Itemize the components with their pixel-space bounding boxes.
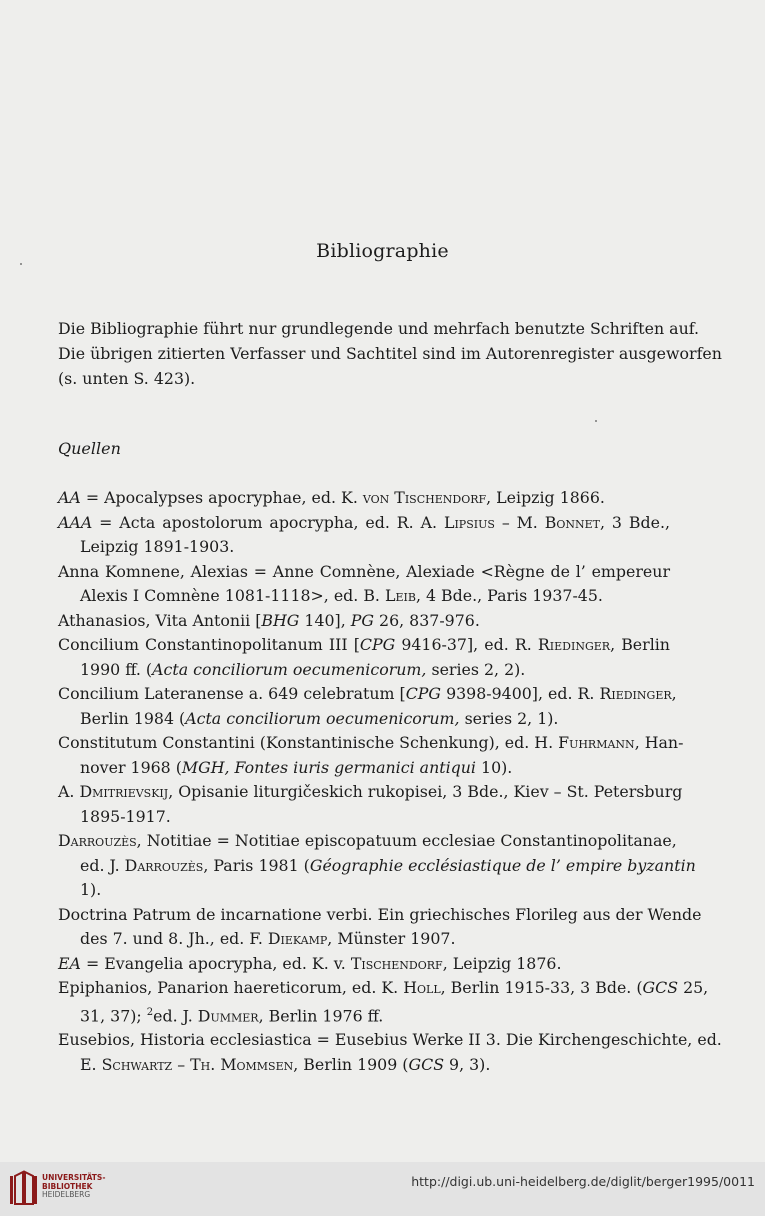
entry-line	[58, 511, 670, 536]
entry-text: 26, 837-976.	[374, 610, 480, 630]
bibliography-entry	[58, 1028, 722, 1077]
entry-text: Th. Mommsen	[190, 1054, 294, 1074]
entry-text: –	[172, 1054, 191, 1074]
entry-line	[58, 486, 670, 511]
entry-line	[58, 1053, 670, 1078]
entry-text: Darrouzès	[58, 831, 137, 850]
entry-line	[58, 952, 670, 977]
entry-text: ed. J.	[80, 855, 125, 875]
entry-text: series 2, 1).	[459, 708, 559, 728]
entry-text: Dmitrievskij	[79, 782, 169, 801]
entry-text: 1).	[80, 880, 102, 899]
bibliography-entry	[58, 952, 670, 977]
entry-line	[58, 927, 670, 952]
bibliography-entry	[58, 560, 670, 609]
entry-line	[58, 1001, 670, 1029]
entry-text: CPG	[405, 684, 442, 703]
entry-text: E.	[80, 1054, 102, 1074]
entry-line	[58, 682, 677, 707]
entry-text: Leib	[384, 586, 416, 605]
entry-text: , Notitiae = Notitiae episcopatuum ecclesiae Constantinopolitanae,	[136, 831, 677, 850]
entry-text: 9, 3).	[444, 1054, 491, 1074]
entry-text: PG	[350, 610, 375, 630]
library-line: HEIDELBERG	[42, 1190, 91, 1199]
scan-speck	[595, 420, 597, 422]
entry-text: Constitutum Constantini (Konstantinische Schenkung), ed. H.	[58, 733, 559, 752]
entry-text: A.	[58, 782, 80, 801]
entry-text: Leipzig 1891-1903.	[80, 537, 235, 556]
entry-text: 31, 37);	[80, 1005, 147, 1025]
entry-text: Bonnet	[544, 512, 600, 532]
entry-text: = Apocalypses apocryphae, ed. K.	[80, 488, 363, 507]
entry-text: EA	[58, 953, 81, 973]
entry-text: Anna Komnene, Alexias = Anne Comnène, Alexiade <Règne de l’ empereur	[58, 561, 670, 581]
entry-line	[58, 633, 670, 658]
entry-text: Concilium Lateranense a. 649 celebratum [	[58, 684, 406, 703]
bibliography-entry	[58, 976, 709, 1028]
entry-text: Berlin 1984 (	[80, 708, 186, 728]
entry-text: , Han-	[634, 733, 684, 752]
entry-line	[58, 535, 670, 560]
entry-text: , Berlin 1976 ff.	[258, 1005, 384, 1025]
entry-text: – M.	[494, 512, 545, 532]
bibliography-entry	[58, 682, 677, 731]
intro-paragraph	[58, 316, 722, 391]
entry-text: Alexis I Comnène 1081-1118>, ed. B.	[80, 586, 385, 605]
intro-line: Die übrigen zitierten Verfasser und Sachtitel sind im Autorenregister ausgeworfen	[58, 344, 722, 363]
entry-line	[58, 829, 677, 854]
entry-text: CPG	[359, 635, 396, 654]
entry-text: ed. J.	[153, 1005, 198, 1025]
entry-line	[58, 707, 670, 732]
entry-text: 10).	[476, 757, 513, 777]
entry-text: BHG	[261, 610, 300, 630]
entry-line	[58, 780, 683, 805]
entry-line	[58, 878, 670, 903]
entry-text: Schwartz	[101, 1054, 173, 1074]
entry-text: , Berlin 1909 (	[293, 1054, 409, 1074]
library-name	[42, 1174, 105, 1200]
bibliography-entry	[58, 829, 696, 903]
bibliography-entry	[58, 731, 684, 780]
entry-text: Acta conciliorum oecumenicorum,	[185, 708, 460, 728]
entry-line	[58, 584, 670, 609]
bibliography-entry	[58, 903, 702, 952]
entry-text: 25,	[678, 978, 709, 997]
entry-text: des 7. und 8. Jh., ed. F.	[80, 929, 268, 948]
entry-text: Concilium Constantinopolitanum III [	[58, 635, 360, 654]
entry-text: Epiphanios, Panarion haereticorum, ed. K.	[58, 978, 404, 997]
entry-text: Athanasios, Vita Antonii [	[58, 610, 262, 630]
footer-bar	[0, 1162, 765, 1216]
entry-text: , Leipzig 1866.	[486, 488, 605, 507]
entry-text: = Acta apostolorum apocrypha, ed. R. A.	[92, 512, 444, 532]
bibliography-list	[58, 486, 722, 1077]
entry-text: Dummer	[197, 1005, 259, 1025]
entry-text: 1895-1917.	[80, 806, 171, 826]
bibliography-entry	[58, 511, 670, 560]
entry-text: series 2, 2).	[426, 659, 526, 679]
library-logo-icon	[8, 1170, 38, 1208]
entry-text: , Opisanie liturgičeskich rukopisei, 3 Bde., Kiev – St. Petersburg	[168, 782, 683, 801]
entry-text: = Evangelia apocrypha, ed. K. v.	[80, 953, 351, 973]
entry-text: AAA	[58, 512, 93, 532]
entry-text: Doctrina Patrum de incarnatione verbi. Ein griechisches Florileg aus der Wende	[58, 904, 702, 924]
entry-line	[58, 560, 670, 585]
entry-line	[58, 854, 696, 879]
entry-text: MGH, Fontes iuris germanici antiqui	[181, 757, 476, 777]
section-heading: Quellen	[58, 439, 121, 458]
source-url-link[interactable]: http://digi.ub.uni-heidelberg.de/diglit/berger1995/0011	[411, 1174, 755, 1189]
entry-text: , 3 Bde.,	[599, 512, 670, 532]
bibliography-entry	[58, 780, 683, 829]
entry-text: Diekamp	[267, 929, 328, 948]
entry-text: GCS	[408, 1054, 445, 1074]
bibliography-entry	[58, 486, 670, 511]
entry-text: GCS	[642, 978, 679, 997]
entry-text: Acta conciliorum oecumenicorum,	[152, 659, 427, 679]
entry-line	[58, 609, 670, 634]
entry-text: , Paris 1981 (	[203, 855, 310, 875]
entry-text: 1990 ff. (	[80, 659, 153, 679]
entry-text: Holl	[403, 978, 441, 997]
entry-text: , Berlin	[610, 635, 670, 654]
intro-line: Die Bibliographie führt nur grundlegende und mehrfach benutzte Schriften auf.	[58, 319, 700, 338]
library-line: BIBLIOTHEK	[42, 1181, 93, 1191]
page-title: Bibliographie	[316, 240, 449, 262]
entry-text: , Berlin 1915-33, 3 Bde. (	[440, 978, 643, 997]
entry-text: Tischendorf	[350, 953, 443, 973]
intro-line: (s. unten S. 423).	[58, 369, 196, 388]
entry-text: Riedinger	[537, 635, 611, 654]
entry-text: Darrouzès	[124, 855, 204, 875]
entry-text: Géographie ecclésiastique de l’ empire byzantin	[309, 855, 696, 875]
entry-text: von Tischendorf	[362, 488, 487, 507]
entry-line	[58, 731, 684, 756]
entry-text: 9416-37], ed. R.	[395, 635, 538, 654]
entry-text: Lipsius	[443, 512, 495, 532]
library-line: UNIVERSITÄTS-	[42, 1173, 106, 1182]
entry-text: Fuhrmann	[558, 733, 635, 752]
entry-line	[58, 903, 702, 928]
entry-text: ,	[671, 684, 677, 703]
entry-text: , Leipzig 1876.	[442, 953, 562, 973]
entry-text: nover 1968 (	[80, 757, 182, 777]
entry-text: AA	[58, 488, 81, 507]
entry-line	[58, 976, 709, 1001]
entry-line	[58, 658, 670, 683]
entry-line	[58, 805, 670, 830]
entry-text: 140],	[299, 610, 351, 630]
entry-text: Riedinger	[599, 684, 672, 703]
scan-speck	[20, 263, 22, 265]
entry-line	[58, 1028, 722, 1053]
entry-text: Eusebios, Historia ecclesiastica = Eusebius Werke II 3. Die Kirchengeschichte, ed.	[58, 1030, 722, 1050]
entry-text: 2	[146, 1006, 154, 1018]
entry-text: , 4 Bde., Paris 1937-45.	[415, 586, 603, 605]
entry-line	[58, 756, 670, 781]
entry-text: , Münster 1907.	[327, 929, 456, 948]
bibliography-entry	[58, 633, 670, 682]
bibliography-entry	[58, 609, 670, 634]
entry-text: 9398-9400], ed. R.	[441, 684, 600, 703]
